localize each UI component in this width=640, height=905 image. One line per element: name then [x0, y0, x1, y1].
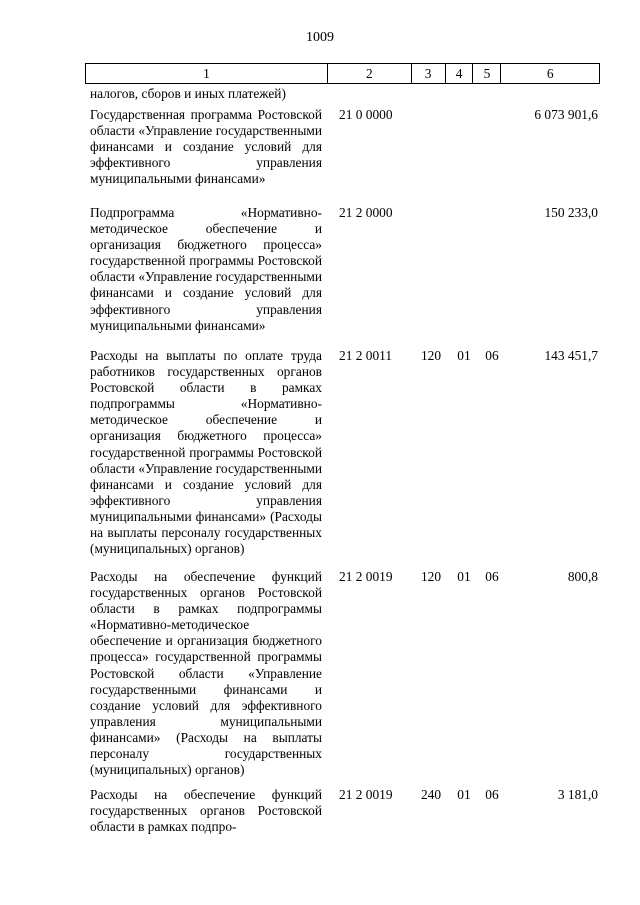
row-subsection: 06 [485, 348, 499, 363]
header-col-4: 4 [446, 64, 474, 83]
header-col-2: 2 [328, 64, 412, 83]
row-expense-type: 120 [420, 569, 442, 584]
row-expense-type: 120 [420, 348, 442, 363]
row-amount: 3 181,0 [557, 787, 598, 802]
row-target-code: 21 2 0019 [339, 569, 393, 584]
row-amount: 143 451,7 [544, 348, 598, 363]
row-description: Расходы на обеспечение функций государственных органов Ростовской области в рамках подпрограммы «Нормативно-методическое обеспечение и организация бюджетного процесса» государственной программы Ростовской области «Управление государственными финансами и создание условий для эффективного управления муниципальными финансами» (Расходы на выплаты персоналу государственных (муниципальных) органов) [90, 569, 322, 778]
row-amount: 150 233,0 [544, 205, 598, 220]
row-description: Государственная программа Ростовской области «Управление государственными финансами и создание условий для эффективного управления муниципальными финансами» [90, 107, 322, 187]
row-subsection: 06 [485, 569, 499, 584]
header-col-3: 3 [412, 64, 446, 83]
row-description: Подпрограмма «Нормативно-методическое обеспечение и организация бюджетного процесса» государственной программы Ростовской области «Управление государственными финансами и создание условий для эффективного управления муниципальными финансами» [90, 205, 322, 333]
header-col-6: 6 [546, 66, 554, 81]
row-description: Расходы на обеспечение функций государственных органов Ростовской области в рамках подпро- [90, 787, 322, 835]
row-section: 01 [457, 348, 471, 363]
row-expense-type: 240 [420, 787, 442, 802]
row-target-code: 21 2 0011 [339, 348, 393, 363]
row-subsection: 06 [485, 787, 499, 802]
header-col-5: 5 [473, 64, 501, 83]
table-header [85, 63, 600, 84]
continuation-text: налогов, сборов и иных платежей) [90, 86, 286, 101]
row-target-code: 21 2 0000 [339, 205, 393, 220]
row-description: Расходы на выплаты по оплате труда работников государственных органов Ростовской области в рамках подпрограммы «Нормативно-методическое обеспечение и организация бюджетного процесса» государственной программы Ростовской области «Управление государственными финансами и создание условий для эффективного управления муниципальными финансами» (Расходы на выплаты персоналу государственных (муниципальных) органов) [90, 348, 322, 557]
row-target-code: 21 0 0000 [339, 107, 393, 122]
row-amount: 800,8 [567, 569, 598, 584]
row-section: 01 [457, 569, 471, 584]
row-target-code: 21 2 0019 [339, 787, 393, 802]
row-section: 01 [457, 787, 471, 802]
page-number: 1009 [306, 30, 334, 45]
row-amount: 6 073 901,6 [534, 107, 598, 122]
header-col-1: 1 [86, 64, 328, 83]
